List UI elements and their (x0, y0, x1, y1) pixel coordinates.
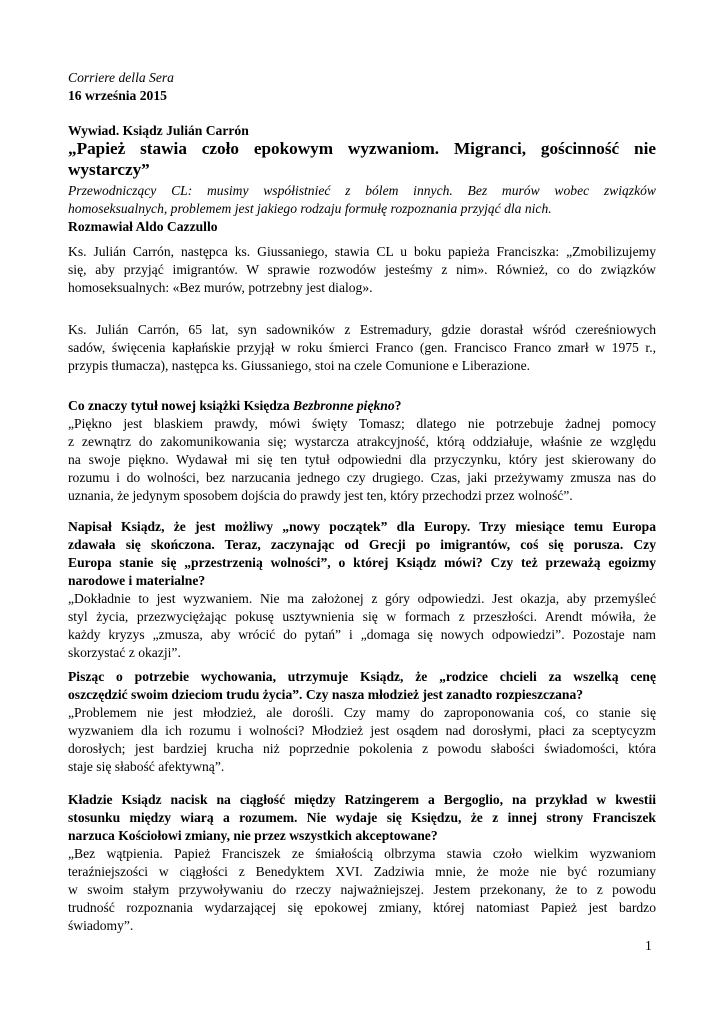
question-line: narodowe i materialne? (68, 573, 206, 588)
source-name: Corriere della Sera (68, 70, 174, 85)
article-title-line-1: „Papież stawia czoło epokowym wyzwaniom. Migranci, gościnność nie (68, 139, 656, 158)
intro-line: Ks. Julián Carrón, następca ks. Giussaniego, stawia CL u boku papieża Franciszka: „Zmobilizujemy (68, 244, 656, 259)
answer-line: z zewnątrz do zakomunikowania się; wystarcza atrakcyjność, którą oddziałuje, właśnie ze względu (68, 434, 656, 449)
question-line: zdawała się skończona. Teraz, zaczynając od Grecji po imigrantów, coś się porusza. Czy (68, 537, 656, 552)
answer-line: teraźniejszości w ciągłości z Benedyktem XVI. Zadziwia mnie, że może nie być rozumiany (68, 864, 656, 879)
answer-line: „Bez wątpienia. Papież Franciszek ze śmiałością olbrzyma stawia czoło wielkim wyzwaniom (68, 846, 656, 861)
bio-line: przypis tłumacza), następca ks. Giussaniego, stoi na czele Comunione e Liberazione. (68, 358, 531, 373)
answer-line: trudność rozpoznania wydarzającej się epokowej zmiany, której natomiast Papież jest bardzo (68, 900, 656, 915)
answer-line: w swoim stałym przywoływaniu do rzeczy najważniejszej. Jestem przekonany, że to z powodu (68, 882, 656, 897)
article-kicker: Wywiad. Ksiądz Julián Carrón (68, 123, 249, 138)
intro-paragraph (68, 243, 656, 297)
question-line: Napisał Ksiądz, że jest możliwy „nowy początek” dla Europy. Trzy miesiące temu Europa (68, 519, 656, 534)
answer-line: styl życia, przezwyciężając pokusę usztywnienia się w formach z przeszłości. Arendt mówiła, że (68, 609, 656, 624)
bio-line: Ks. Julián Carrón, 65 lat, syn sadowników z Estremadury, gdzie dorastał wśród czereśniowych (68, 322, 656, 337)
answer-line: dorosłych; jest bardziej krucha niż poprzednie pokolenia z powodu słabości świadomości, która (68, 741, 656, 756)
answer-line: „Dokładnie to jest wyzwaniem. Nie ma założonej z góry odpowiedzi. Jest okazja, aby przemyśleć (68, 591, 656, 606)
answer-line: „Problemem nie jest młodzież, ale dorośli. Czy mamy do zaproponowania coś, co stanie się (68, 705, 656, 720)
byline: Rozmawiał Aldo Cazzullo (68, 219, 218, 234)
answer-line: na swoje piękno. Wydawał mi się ten tytuł odpowiedni dla przyczynku, który jest skierowany do (68, 452, 656, 467)
question-line: Pisząc o potrzebie wychowania, utrzymuje Ksiądz, że „rodzice chcieli za wszelką cenę (68, 669, 656, 684)
article-title-line-2: wystarczy” (68, 160, 150, 179)
qa-block-2 (68, 518, 656, 662)
question-1: Co znaczy tytuł nowej książki Księdza Bezbronne piękno? (68, 398, 402, 413)
question-line: Kładzie Ksiądz nacisk na ciągłość między Ratzingerem a Bergoglio, na przykład w kwestii (68, 792, 656, 807)
answer-line: uznania, że jedynym sposobem dojścia do prawdy jest ten, który przechodzi przez wolność”. (68, 488, 573, 503)
answer-line: rozumu i do wolności, bez narzucania jednego czy drugiego. Czas, jaki przeżywamy zmusza nas do (68, 470, 656, 485)
answer-line: skorzystać z okazji”. (68, 645, 181, 660)
bio-line: sadów, święcenia kapłańskie przyjął w roku śmierci Franco (gen. Francisco Franco zmarł w 1975 r., (68, 340, 656, 355)
answer-line: staje się słabość afektywną”. (68, 759, 225, 774)
answer-line: każdy kryzys „zmusza, aby wrócić do pytań” i „domaga się nowych odpowiedzi”. Pozostaje nam (68, 627, 656, 642)
question-line: oszczędzić swoim dzieciom trudu życia”. Czy nasza młodzież jest zanadto rozpieszczana? (68, 687, 584, 702)
qa-block-3 (68, 668, 656, 776)
qa-block-4 (68, 791, 656, 935)
bio-paragraph (68, 321, 656, 375)
lead-line-1: Przewodniczący CL: musimy współistnieć z bólem innych. Bez murów wobec związków (68, 183, 656, 198)
question-line: Europa stanie się „przestrzenią wolności”, o której Ksiądz mówi? Czy też przeważą egoizmy (68, 555, 656, 570)
qa-block-1 (68, 397, 656, 505)
question-line: narzuca Kościołowi zmiany, nie przez wszystkich akceptowane? (68, 828, 438, 843)
lead-line-2: homoseksualnych, problemem jest jakiego rodzaju formułę rozpoznania przyjąć dla nich. (68, 201, 552, 216)
answer-line: świadomy”. (68, 918, 134, 933)
page-number: 1 (645, 938, 652, 953)
intro-line: się, aby przyjąć imigrantów. W sprawie rozwodów jesteśmy z nim». Również, co do związków (68, 262, 656, 277)
question-line: stosunku między wiarą a rozumem. Nie wydaje się Księdzu, że z innej strony Franciszek (68, 810, 656, 825)
answer-line: wyzwaniem dla ich rozumu i wolności? Młodzież jest osądem nad dorosłymi, płaci za sceptycyzm (68, 723, 656, 738)
answer-line: „Piękno jest blaskiem prawdy, mówi święty Tomasz; dlatego nie potrzebuje żadnej pomocy (68, 416, 656, 431)
book-title: Bezbronne piękno (293, 398, 395, 413)
intro-line: homoseksualnych: «Bez murów, potrzebny jest dialog». (68, 280, 373, 295)
publication-date: 16 września 2015 (68, 88, 167, 103)
